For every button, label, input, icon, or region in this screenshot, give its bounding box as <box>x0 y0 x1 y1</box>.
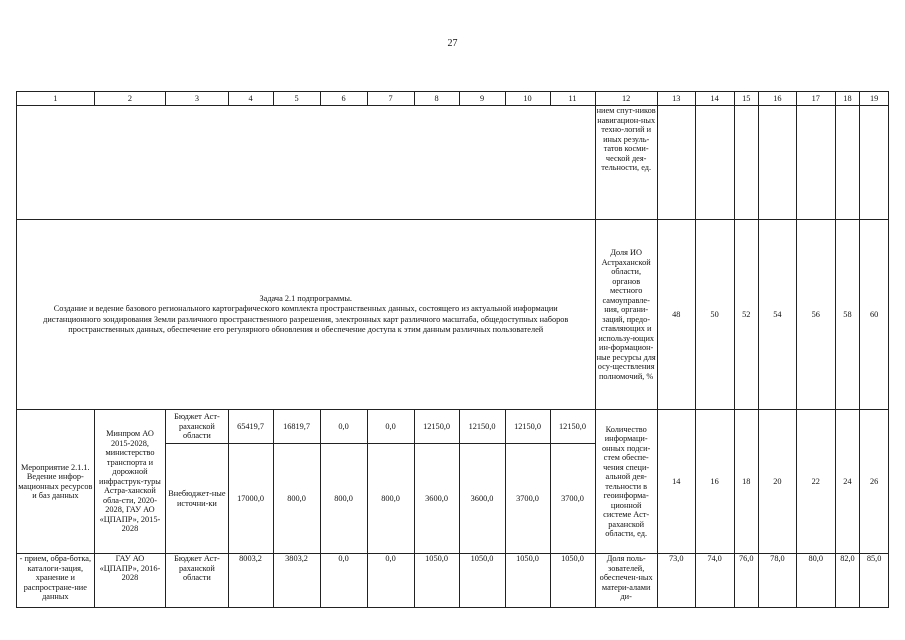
empty-cell <box>796 106 835 220</box>
header-cell: 5 <box>273 92 320 106</box>
funding-source: Внебюджет-ные источни-ки <box>166 444 228 554</box>
sub-measure-row <box>17 554 889 608</box>
sub-value: 80,0 <box>796 554 835 608</box>
header-cell: 19 <box>860 92 889 106</box>
funding-source: Бюджет Аст-раханской области <box>166 554 228 608</box>
amount-cell: 800,0 <box>367 444 414 554</box>
indicator-continuation: нием спут-ников навигацион-ных техно-логий и иных резуль-татов косми-ческой дея-тельности, ед. <box>595 106 657 220</box>
amount-cell: 0,0 <box>367 554 414 608</box>
header-cell: 9 <box>459 92 505 106</box>
amount-cell: 3700,0 <box>550 444 595 554</box>
task-value: 56 <box>796 220 835 410</box>
measure-value: 20 <box>759 410 797 554</box>
amount-cell: 3600,0 <box>459 444 505 554</box>
task-indicator: Доля ИО Астраханской области, органов местного самоуправле-ния, органи-заций, предо-ставляющих и использу-ющих ин-формацион-ные ресурсы для осу-ществления полномочий, % <box>595 220 657 410</box>
header-cell: 2 <box>94 92 166 106</box>
amount-cell: 17000,0 <box>228 444 273 554</box>
sub-measure-name-text: - прием, обра-ботка, каталоги-зация, хранение и распростране-ние данных <box>19 554 92 601</box>
header-cell: 16 <box>759 92 797 106</box>
amount-cell: 800,0 <box>273 444 320 554</box>
amount-cell: 12150,0 <box>505 410 550 444</box>
header-cell: 7 <box>367 92 414 106</box>
continuation-row <box>17 106 889 220</box>
measure-row-budget <box>17 410 889 444</box>
amount-cell: 1050,0 <box>414 554 459 608</box>
amount-cell: 1050,0 <box>550 554 595 608</box>
measure-value: 22 <box>796 410 835 554</box>
page-number: 27 <box>447 38 458 49</box>
measure-value: 26 <box>860 410 889 554</box>
header-cell: 12 <box>595 92 657 106</box>
measure-value: 14 <box>657 410 695 554</box>
task-value: 60 <box>860 220 889 410</box>
amount-cell: 16819,7 <box>273 410 320 444</box>
header-cell: 18 <box>835 92 860 106</box>
header-cell: 8 <box>414 92 459 106</box>
amount-cell: 3803,2 <box>273 554 320 608</box>
sub-value: 74,0 <box>695 554 734 608</box>
header-cell: 10 <box>505 92 550 106</box>
header-cell: 6 <box>320 92 367 106</box>
measure-indicator: Количество информаци-онных подси-стем обеспе-чения специ-альной дея-тельности в геоинформа-ционной системе Аст-раханской области, ед. <box>595 410 657 554</box>
measure-value: 24 <box>835 410 860 554</box>
sub-measure-indicator <box>595 554 657 608</box>
header-cell: 13 <box>657 92 695 106</box>
header-row <box>17 92 889 106</box>
amount-cell: 800,0 <box>320 444 367 554</box>
amount-cell: 0,0 <box>320 410 367 444</box>
amount-cell: 1050,0 <box>505 554 550 608</box>
sub-value: 82,0 <box>835 554 860 608</box>
task-value: 50 <box>695 220 734 410</box>
sub-value: 73,0 <box>657 554 695 608</box>
measure-name: Мероприятие 2.1.1. Ведение инфор-мационных ресурсов и баз данных <box>17 410 95 554</box>
task-row <box>17 220 889 410</box>
empty-cell <box>734 106 759 220</box>
program-table <box>16 91 889 608</box>
empty-cell <box>695 106 734 220</box>
task-value: 52 <box>734 220 759 410</box>
amount-cell: 3700,0 <box>505 444 550 554</box>
header-cell: 17 <box>796 92 835 106</box>
header-cell: 3 <box>166 92 228 106</box>
amount-cell: 3600,0 <box>414 444 459 554</box>
sub-value: 76,0 <box>734 554 759 608</box>
amount-cell: 0,0 <box>367 410 414 444</box>
task-value: 58 <box>835 220 860 410</box>
empty-cell <box>759 106 797 220</box>
task-value: 54 <box>759 220 797 410</box>
measure-value: 16 <box>695 410 734 554</box>
measure-value: 18 <box>734 410 759 554</box>
sub-value: 78,0 <box>759 554 797 608</box>
sub-measure-name <box>17 554 95 608</box>
amount-cell: 65419,7 <box>228 410 273 444</box>
amount-cell: 0,0 <box>320 554 367 608</box>
amount-cell: 12150,0 <box>459 410 505 444</box>
task-text: Создание и ведение базового регионального картографического комплекта пространственных данных, состоящего из актуальной информации дистанционного зондирования Земли различного пространственного разрешения, электронных карт различного масштаба, общедоступных наборов пространственных данных, обеспечение его регулярного обновления и обеспечение доступа к этим данным различных пользователей <box>43 304 569 334</box>
header-cell: 15 <box>734 92 759 106</box>
header-cell: 4 <box>228 92 273 106</box>
empty-cell <box>860 106 889 220</box>
amount-cell: 12150,0 <box>414 410 459 444</box>
funding-source: Бюджет Аст-раханской области <box>166 410 228 444</box>
task-description <box>17 220 596 410</box>
amount-cell: 1050,0 <box>459 554 505 608</box>
task-value: 48 <box>657 220 695 410</box>
empty-cell <box>17 106 596 220</box>
task-title: Задача 2.1 подпрограммы. <box>259 293 352 303</box>
amount-cell: 8003,2 <box>228 554 273 608</box>
amount-cell: 12150,0 <box>550 410 595 444</box>
header-cell: 14 <box>695 92 734 106</box>
header-cell: 11 <box>550 92 595 106</box>
sub-value: 85,0 <box>860 554 889 608</box>
empty-cell <box>657 106 695 220</box>
measure-executor: Минпром АО 2015-2028, министерство транспорта и дорожной инфраструк-туры Астра-ханской обла-сти, 2020-2028, ГАУ АО «ЦПАПР», 2015-2028 <box>94 410 166 554</box>
sub-measure-indicator-text: Доля поль-зователей, обеспечен-ных матери-алами ди- <box>599 554 653 601</box>
sub-measure-executor: ГАУ АО «ЦПАПР», 2016-2028 <box>94 554 166 608</box>
empty-cell <box>835 106 860 220</box>
header-cell: 1 <box>17 92 95 106</box>
